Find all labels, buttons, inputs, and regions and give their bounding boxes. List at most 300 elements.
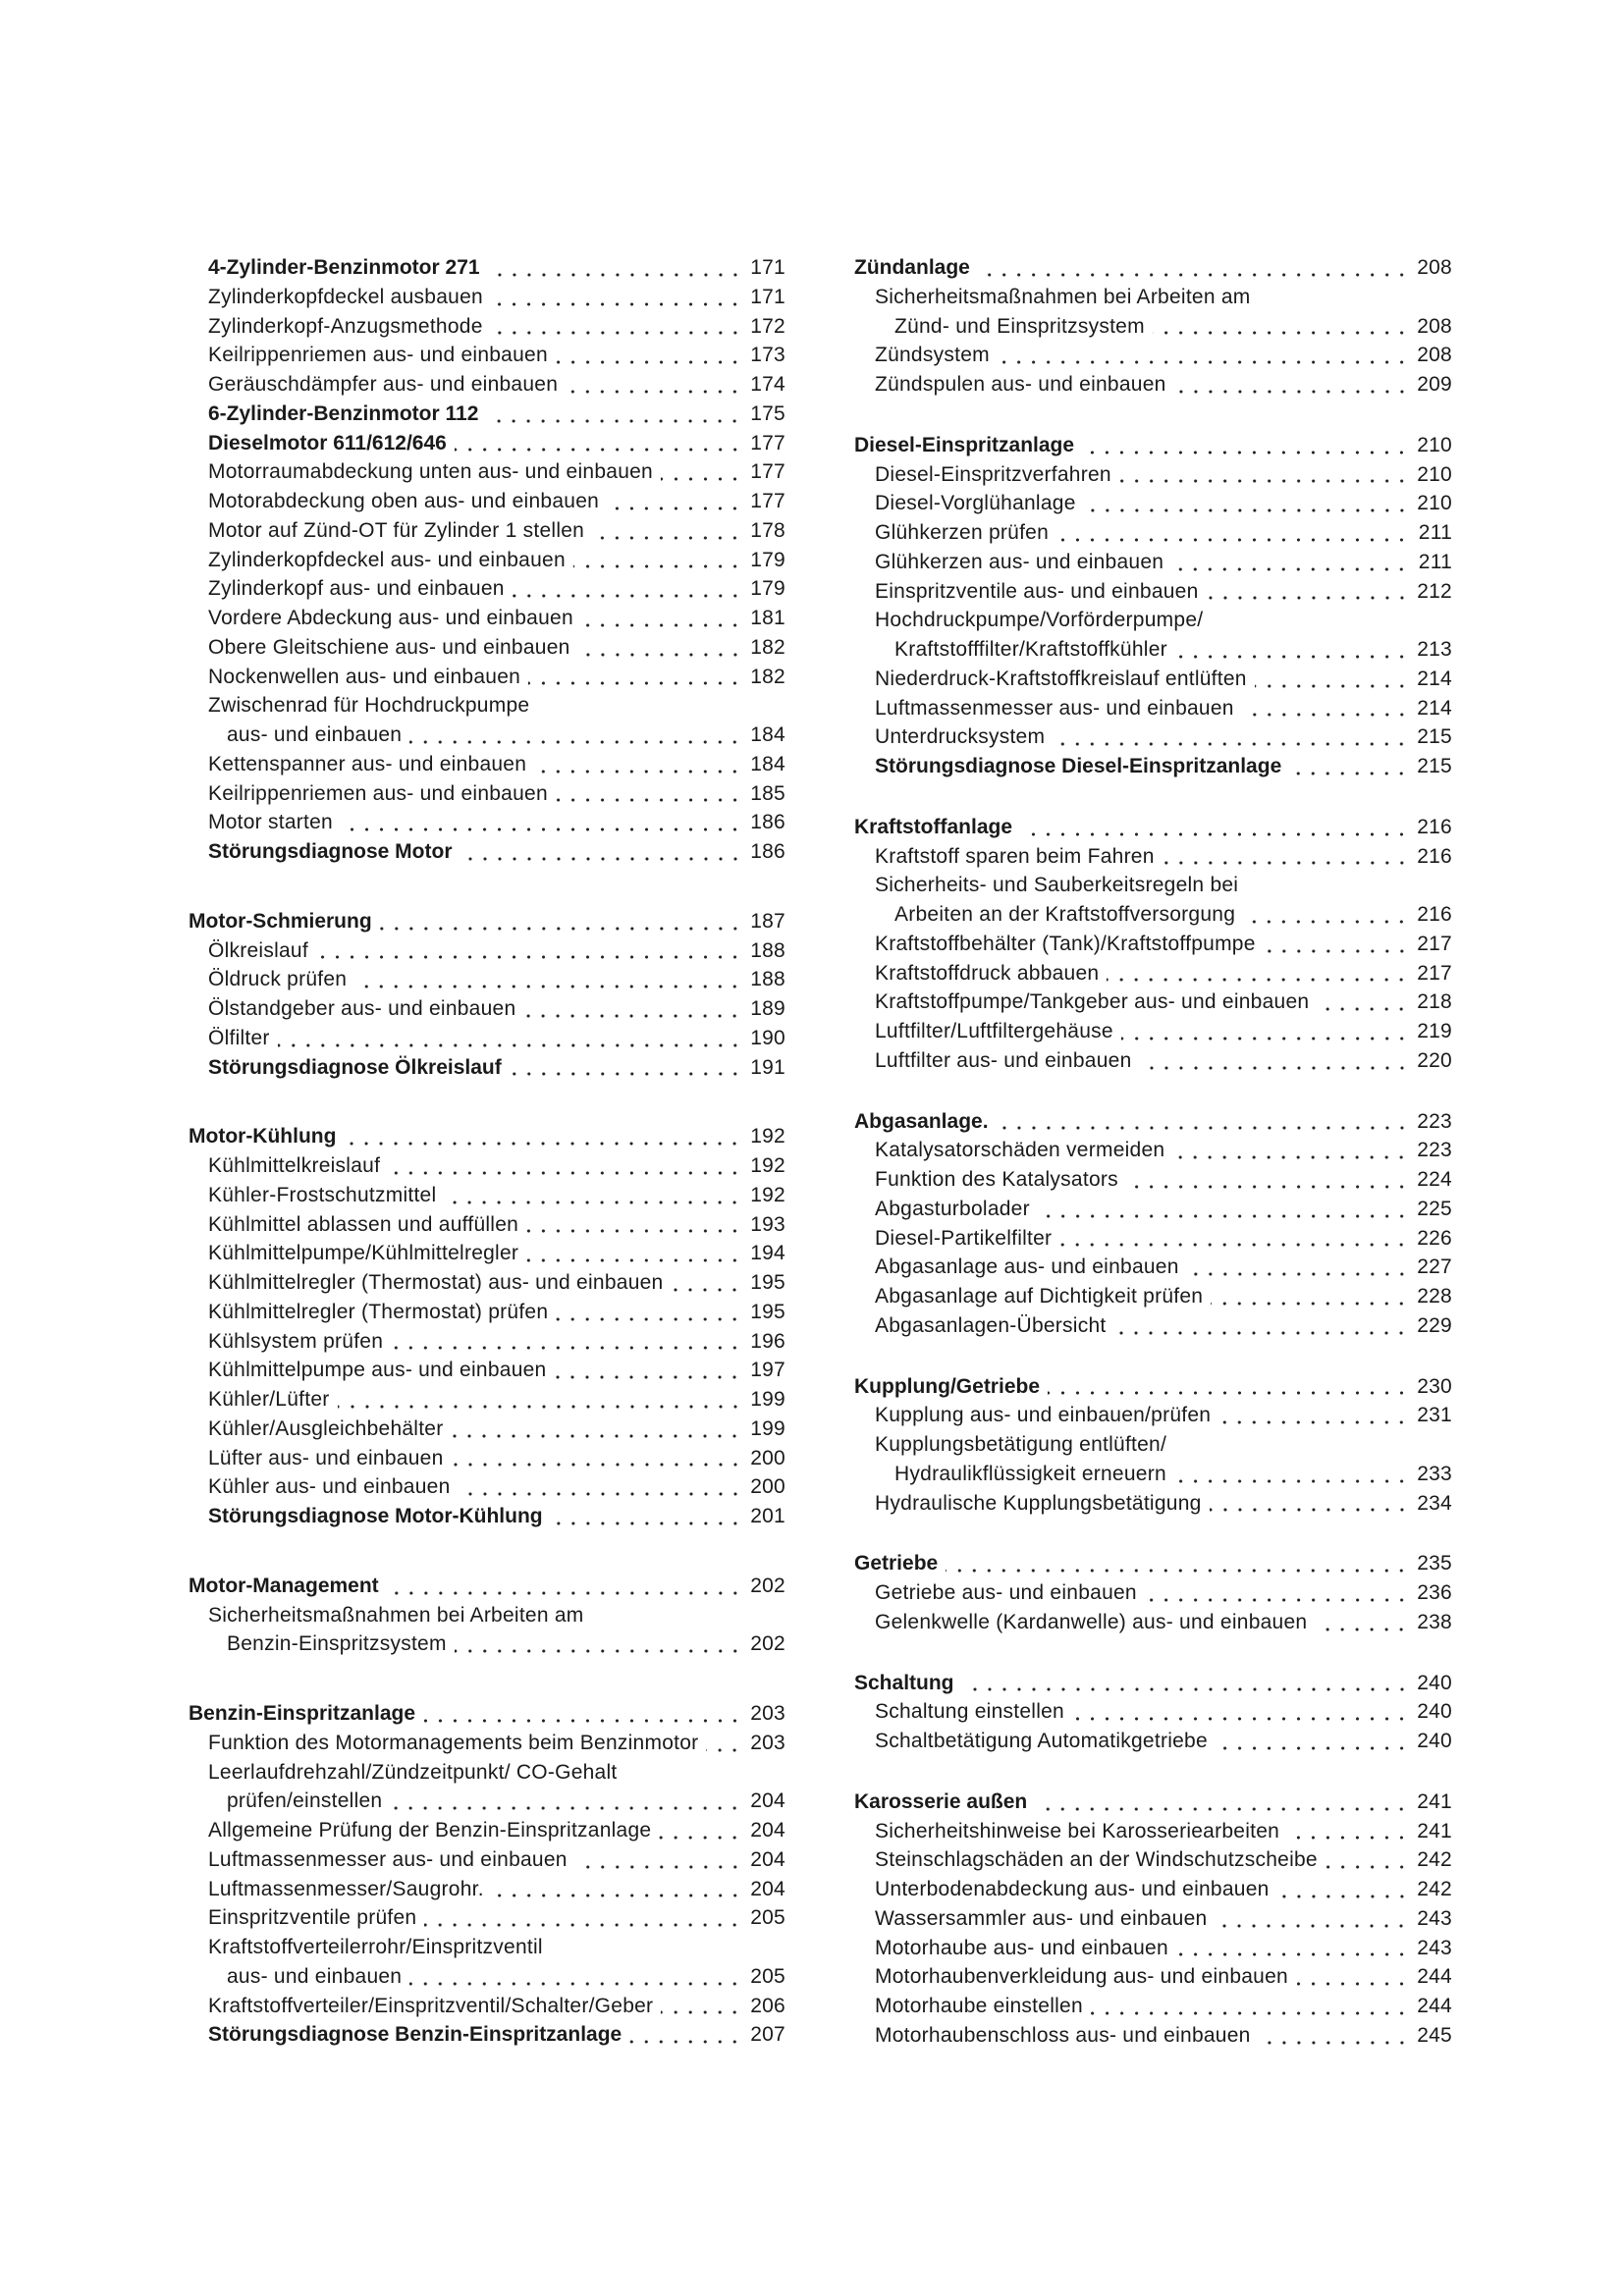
toc-heading[interactable]: [189, 1572, 785, 1601]
dot-leader: [491, 283, 742, 312]
dot-leader: [1211, 1282, 1409, 1311]
toc-entry[interactable]: [189, 1816, 785, 1845]
toc-section: [854, 431, 1452, 781]
toc-entry[interactable]: [854, 1165, 1452, 1195]
page-number: 173: [750, 344, 785, 367]
toc-heading[interactable]: [854, 1372, 1452, 1402]
toc-heading[interactable]: [854, 1669, 1452, 1698]
page-number: 175: [750, 401, 785, 425]
dot-leader: [1121, 1017, 1409, 1046]
toc-heading[interactable]: [854, 431, 1452, 460]
dot-leader: [388, 1151, 742, 1181]
toc-entry[interactable]: [189, 1962, 785, 1992]
toc-entry[interactable]: [189, 1181, 785, 1210]
toc-entry[interactable]: [189, 1415, 785, 1444]
toc-entry[interactable]: [854, 1727, 1452, 1756]
dot-leader: [1255, 665, 1409, 694]
entry-title: Hydraulikflüssigkeit erneuern: [894, 1462, 1166, 1485]
page-number: 203: [750, 1731, 785, 1754]
entry-title: Motorhaube aus- und einbauen: [875, 1936, 1168, 1959]
entry-title: aus- und einbauen: [227, 1964, 403, 1988]
toc-entry[interactable]: [189, 1151, 785, 1181]
page-number: 172: [750, 314, 785, 338]
toc-entry[interactable]: [854, 665, 1452, 694]
toc-entry[interactable]: [854, 930, 1452, 959]
toc-entry[interactable]: [189, 487, 785, 516]
dot-leader: [1296, 1962, 1409, 1992]
dot-leader: [659, 1816, 742, 1845]
dot-leader: [528, 663, 742, 692]
entry-title: Zylinderkopf-Anzugsmethode: [208, 314, 483, 338]
dot-leader: [455, 1629, 742, 1659]
toc-entry[interactable]: [854, 577, 1452, 607]
toc-entry[interactable]: [189, 1268, 785, 1298]
toc-section: [854, 1549, 1452, 1636]
toc-entry[interactable]: [189, 1601, 785, 1630]
entry-title: Hochdruckpumpe/Vorförderpumpe/: [875, 609, 1204, 632]
dot-leader: [1153, 312, 1409, 342]
page-number: 245: [1417, 2023, 1452, 2047]
page-number: 215: [1417, 725, 1452, 749]
toc-section: [189, 253, 785, 867]
toc-entry[interactable]: [189, 400, 785, 429]
entry-title: Unterbodenabdeckung aus- und einbauen: [875, 1878, 1270, 1900]
page-number: 240: [1417, 1671, 1452, 1694]
dot-leader: [1020, 813, 1409, 842]
toc-entry[interactable]: [189, 779, 785, 809]
toc-entry[interactable]: [854, 1608, 1452, 1637]
toc-entry[interactable]: [189, 936, 785, 966]
page-number: 223: [1417, 1109, 1452, 1133]
entry-title: Störungsdiagnose Motor-Kühlung: [208, 1505, 543, 1527]
toc-entry[interactable]: [189, 516, 785, 546]
dot-leader: [526, 1239, 742, 1268]
page-number: 187: [750, 909, 785, 933]
toc-entry[interactable]: [189, 1024, 785, 1053]
toc-heading[interactable]: [189, 1699, 785, 1729]
dot-leader: [573, 546, 742, 575]
entry-title: Kraftstoff sparen beim Fahren: [875, 844, 1155, 868]
page-number: 181: [750, 607, 785, 629]
toc-entry[interactable]: [854, 900, 1452, 930]
dot-leader: [455, 429, 742, 458]
entry-title: Gelenkwelle (Kardanwelle) aus- und einbauen: [875, 1610, 1308, 1633]
toc-entry[interactable]: [854, 1282, 1452, 1311]
toc-entry[interactable]: [189, 750, 785, 779]
entry-title: Motorhaube einstellen: [875, 1995, 1083, 2017]
page-number: 231: [1417, 1404, 1452, 1427]
toc-entry[interactable]: [189, 1444, 785, 1473]
dot-leader: [1264, 930, 1409, 959]
toc-entry[interactable]: [189, 1933, 785, 1962]
dot-leader: [1207, 577, 1409, 607]
page-number: 235: [1417, 1552, 1452, 1575]
dot-leader: [998, 341, 1409, 370]
page-number: 188: [750, 938, 785, 962]
page-number: 219: [1417, 1020, 1452, 1042]
toc-entry[interactable]: [854, 752, 1452, 781]
entry-title: Zwischenrad für Hochdruckpumpe: [208, 694, 530, 718]
toc-entry[interactable]: [189, 663, 785, 692]
toc-entry[interactable]: [189, 691, 785, 721]
toc-section: [854, 1669, 1452, 1756]
page-number: 218: [1417, 990, 1452, 1014]
page-number: 194: [750, 1242, 785, 1265]
page-number: 240: [1417, 1730, 1452, 1752]
dot-leader: [1172, 1136, 1409, 1165]
toc-entry[interactable]: [189, 1239, 785, 1268]
page-number: 215: [1417, 755, 1452, 777]
toc-entry[interactable]: [189, 1053, 785, 1083]
page-number: 203: [750, 1702, 785, 1725]
dot-leader: [556, 341, 742, 370]
toc-entry[interactable]: [189, 965, 785, 994]
page-number: 190: [750, 1026, 785, 1049]
entry-title: aus- und einbauen: [227, 723, 403, 746]
toc-entry[interactable]: [854, 341, 1452, 370]
page-number: 208: [1417, 314, 1452, 338]
toc-entry[interactable]: [854, 1578, 1452, 1608]
page-number: 184: [750, 723, 785, 746]
dot-leader: [1174, 370, 1409, 400]
page-number: 214: [1417, 696, 1452, 720]
toc-entry[interactable]: [854, 722, 1452, 752]
toc-entry[interactable]: [854, 842, 1452, 872]
toc-section: [854, 1788, 1452, 2051]
toc-entry[interactable]: [189, 808, 785, 837]
dot-leader: [390, 1787, 742, 1816]
page-number: 192: [750, 1154, 785, 1177]
dot-leader: [946, 1549, 1409, 1578]
page-number: 240: [1417, 1700, 1452, 1724]
toc-heading[interactable]: [854, 813, 1452, 842]
dot-leader: [492, 1875, 742, 1904]
page-number: 242: [1417, 1878, 1452, 1900]
dot-leader: [1119, 460, 1409, 490]
page-number: 223: [1417, 1139, 1452, 1162]
toc-entry[interactable]: [854, 1697, 1452, 1727]
toc-entry[interactable]: [189, 1629, 785, 1659]
entry-title: Leerlaufdrehzahl/Zündzeitpunkt/ CO-Gehalt: [208, 1760, 618, 1784]
toc-section: [854, 813, 1452, 1076]
toc-entry[interactable]: [854, 1904, 1452, 1934]
toc-entry[interactable]: [854, 1962, 1452, 1992]
page-number: 195: [750, 1271, 785, 1294]
entry-title: 4-Zylinder-Benzinmotor 271: [208, 256, 480, 279]
page-number: 188: [750, 968, 785, 991]
dot-leader: [1243, 900, 1409, 930]
page-number: 230: [1417, 1374, 1452, 1398]
entry-title: Zünd- und Einspritzsystem: [894, 314, 1145, 338]
page-number: 216: [1417, 903, 1452, 926]
dot-leader: [316, 936, 742, 966]
toc-section: [189, 1122, 785, 1531]
page-number: 236: [1417, 1581, 1452, 1604]
entry-title: Abgasanlage auf Dichtigkeit prüfen: [875, 1285, 1204, 1308]
toc-entry[interactable]: [189, 1472, 785, 1502]
toc-entry[interactable]: [854, 1934, 1452, 1963]
page-number: 174: [750, 373, 785, 396]
dot-leader: [1174, 1460, 1409, 1489]
entry-title: Schaltbetätigung Automatikgetriebe: [875, 1730, 1208, 1752]
dot-leader: [1215, 1904, 1409, 1934]
toc-entry[interactable]: [854, 1253, 1452, 1282]
entry-title: Motorhaubenverkleidung aus- und einbauen: [875, 1965, 1288, 1989]
toc-entry[interactable]: [189, 312, 785, 342]
entry-title: 6-Zylinder-Benzinmotor 112: [208, 401, 479, 425]
toc-entry[interactable]: [189, 633, 785, 663]
toc-entry[interactable]: [189, 1502, 785, 1531]
toc-heading[interactable]: [189, 1122, 785, 1151]
toc-entry[interactable]: [854, 2021, 1452, 2051]
dot-leader: [1048, 1372, 1409, 1402]
toc-section: [854, 1107, 1452, 1341]
dot-leader: [460, 837, 743, 867]
dot-leader: [387, 1572, 742, 1601]
toc-entry[interactable]: [189, 574, 785, 604]
entry-title: prüfen/einstellen: [227, 1789, 383, 1813]
toc-entry[interactable]: [854, 489, 1452, 518]
toc-entry[interactable]: [854, 1430, 1452, 1460]
entry-title: Motorraumabdeckung unten aus- und einbauen: [208, 460, 653, 484]
entry-title: Kraftstofffilter/Kraftstoffkühler: [894, 638, 1167, 661]
toc-entry[interactable]: [189, 2020, 785, 2050]
toc-entry[interactable]: [189, 1210, 785, 1240]
toc-heading[interactable]: [854, 1107, 1452, 1137]
page-number: 243: [1417, 1936, 1452, 1959]
entry-title: Diesel-Vorglühanlage: [875, 492, 1076, 515]
entry-title: Kühler/Ausgleichbehälter: [208, 1416, 444, 1440]
toc-entry[interactable]: [189, 1327, 785, 1357]
dot-leader: [526, 1210, 742, 1240]
dot-leader: [391, 1327, 742, 1357]
page-number: 213: [1417, 638, 1452, 661]
toc-entry[interactable]: [854, 1489, 1452, 1519]
dot-leader: [661, 1992, 742, 2021]
toc-entry[interactable]: [854, 1401, 1452, 1430]
entry-title: Katalysatorschäden vermeiden: [875, 1139, 1165, 1162]
toc-entry[interactable]: [854, 312, 1452, 342]
toc-entry[interactable]: [189, 1903, 785, 1933]
page-number: 207: [750, 2023, 785, 2047]
page-number: 200: [750, 1446, 785, 1469]
toc-entry[interactable]: [189, 1787, 785, 1816]
dot-leader: [1113, 1311, 1409, 1341]
entry-title: Getriebe: [854, 1552, 939, 1575]
page-number: 216: [1417, 844, 1452, 868]
entry-title: Ölfilter: [208, 1026, 270, 1049]
entry-title: Karosserie außen: [854, 1789, 1028, 1813]
toc-entry[interactable]: [854, 635, 1452, 665]
entry-title: Lüfter aus- und einbauen: [208, 1446, 444, 1469]
toc-entry[interactable]: [189, 721, 785, 750]
entry-title: Schaltung: [854, 1671, 954, 1694]
toc-section: [189, 1572, 785, 1659]
entry-title: Abgasanlage.: [854, 1109, 989, 1133]
dot-leader: [1259, 2021, 1409, 2051]
page-number: 199: [750, 1416, 785, 1440]
entry-title: Diesel-Partikelfilter: [875, 1226, 1053, 1250]
dot-leader: [409, 1962, 742, 1992]
toc-entry[interactable]: [189, 837, 785, 867]
entry-title: Unterdrucksystem: [875, 725, 1046, 749]
page-number: 243: [1417, 1906, 1452, 1930]
entry-title: Benzin-Einspritzsystem: [227, 1632, 447, 1656]
toc-entry[interactable]: [854, 283, 1452, 312]
dot-leader: [661, 457, 742, 487]
entry-title: Allgemeine Prüfung der Benzin-Einspritzanlage: [208, 1819, 652, 1842]
toc-entry[interactable]: [854, 518, 1452, 548]
page-number: 241: [1417, 1789, 1452, 1813]
page-number: 199: [750, 1388, 785, 1411]
toc-entry[interactable]: [854, 1017, 1452, 1046]
dot-leader: [671, 1268, 742, 1298]
dot-leader: [1218, 1401, 1409, 1430]
dot-leader: [607, 487, 742, 516]
dot-leader: [978, 253, 1409, 283]
entry-title: Kupplung aus- und einbauen/prüfen: [875, 1404, 1212, 1427]
page-number: 200: [750, 1475, 785, 1499]
toc-entry[interactable]: [189, 1845, 785, 1875]
entry-title: Motor auf Zünd-OT für Zylinder 1 stellen: [208, 518, 585, 542]
entry-title: Kühlmittelkreislauf: [208, 1154, 381, 1177]
toc-heading[interactable]: [189, 907, 785, 936]
dot-leader: [491, 312, 742, 342]
toc-entry[interactable]: [854, 1136, 1452, 1165]
page-number: 197: [750, 1359, 785, 1382]
toc-entry[interactable]: [854, 1817, 1452, 1846]
entry-title: Keilrippenriemen aus- und einbauen: [208, 781, 548, 805]
dot-leader: [962, 1669, 1409, 1698]
toc-entry[interactable]: [189, 429, 785, 458]
dot-leader: [1145, 1578, 1409, 1608]
dot-leader: [423, 1699, 742, 1729]
page-number: 224: [1417, 1168, 1452, 1191]
toc-entry[interactable]: [189, 1758, 785, 1788]
entry-title: Zündanlage: [854, 256, 970, 279]
toc-entry[interactable]: [854, 606, 1452, 635]
toc-entry[interactable]: [854, 548, 1452, 577]
entry-title: Zündspulen aus- und einbauen: [875, 373, 1166, 396]
entry-title: Kühlmittelpumpe/Kühlmittelregler: [208, 1242, 519, 1265]
dot-leader: [344, 1122, 742, 1151]
toc-entry[interactable]: [854, 988, 1452, 1017]
toc-entry[interactable]: [189, 341, 785, 370]
toc-entry[interactable]: [854, 1992, 1452, 2021]
toc-entry[interactable]: [189, 1875, 785, 1904]
dot-leader: [575, 1845, 742, 1875]
entry-title: Kühlsystem prüfen: [208, 1329, 384, 1353]
toc-entry[interactable]: [854, 694, 1452, 723]
toc-entry[interactable]: [854, 959, 1452, 988]
toc-entry[interactable]: [189, 457, 785, 487]
entry-title: Funktion des Motormanagements beim Benzinmotor: [208, 1731, 699, 1754]
toc-entry[interactable]: [854, 460, 1452, 490]
page-number: 244: [1417, 1965, 1452, 1989]
page-number: 211: [1418, 550, 1452, 573]
dot-leader: [1171, 548, 1409, 577]
toc-entry[interactable]: [189, 994, 785, 1024]
page-number: 233: [1417, 1462, 1452, 1485]
entry-title: Zylinderkopfdeckel aus- und einbauen: [208, 548, 566, 571]
toc-section: [189, 1699, 785, 2050]
dot-leader: [566, 370, 742, 400]
toc-heading[interactable]: [854, 1549, 1452, 1578]
entry-title: Abgasturbolader: [875, 1197, 1030, 1220]
toc-entry[interactable]: [854, 1460, 1452, 1489]
page-number: 171: [750, 285, 785, 308]
toc-entry[interactable]: [854, 1845, 1452, 1875]
page-number: 217: [1417, 961, 1452, 985]
dot-leader: [513, 574, 742, 604]
toc-entry[interactable]: [189, 1298, 785, 1327]
entry-title: Getriebe aus- und einbauen: [875, 1581, 1137, 1604]
dot-leader: [534, 750, 742, 779]
dot-leader: [1107, 959, 1409, 988]
dot-leader: [459, 1472, 742, 1502]
page-number: 216: [1417, 815, 1452, 838]
toc-entry[interactable]: [854, 370, 1452, 400]
dot-leader: [1175, 635, 1409, 665]
toc-entry[interactable]: [189, 1992, 785, 2021]
page-number: 227: [1417, 1255, 1452, 1279]
entry-title: Sicherheitshinweise bei Karosseriearbeiten: [875, 1819, 1280, 1842]
page-number: 177: [750, 460, 785, 484]
dot-leader: [1315, 1608, 1409, 1637]
entry-title: Luftmassenmesser/Saugrohr.: [208, 1877, 484, 1900]
toc-entry[interactable]: [854, 871, 1452, 900]
dot-leader: [278, 1024, 742, 1053]
toc-entry[interactable]: [189, 1356, 785, 1385]
toc-heading[interactable]: [854, 1788, 1452, 1817]
entry-title: Kraftstoffverteiler/Einspritzventil/Schalter/Geber: [208, 1994, 654, 2017]
entry-title: Geräuschdämpfer aus- und einbauen: [208, 373, 559, 396]
dot-leader: [1287, 1817, 1409, 1846]
entry-title: Störungsdiagnose Diesel-Einspritzanlage: [875, 755, 1282, 777]
toc-entry[interactable]: [854, 1311, 1452, 1341]
entry-title: Störungsdiagnose Motor: [208, 840, 453, 863]
entry-title: Luftfilter aus- und einbauen: [875, 1048, 1132, 1072]
dot-leader: [452, 1444, 742, 1473]
dot-leader: [1140, 1046, 1409, 1076]
toc-entry[interactable]: [189, 604, 785, 633]
entry-title: Abgasanlagen-Übersicht: [875, 1313, 1107, 1337]
page-number: 204: [750, 1847, 785, 1871]
entry-title: Kühler aus- und einbauen: [208, 1475, 451, 1499]
page-number: 241: [1417, 1819, 1452, 1842]
dot-leader: [486, 400, 742, 429]
page-number: 189: [750, 997, 785, 1020]
toc-entry[interactable]: [854, 1046, 1452, 1076]
toc-entry[interactable]: [189, 370, 785, 400]
page-number: 214: [1417, 667, 1452, 690]
entry-title: Motor-Kühlung: [189, 1125, 337, 1148]
toc-entry[interactable]: [189, 283, 785, 312]
toc-entry[interactable]: [189, 253, 785, 283]
toc-entry[interactable]: [189, 1385, 785, 1415]
toc-heading[interactable]: [854, 253, 1452, 283]
toc-entry[interactable]: [854, 1224, 1452, 1254]
dot-leader: [1035, 1788, 1409, 1817]
entry-title: Kühlmittel ablassen und auffüllen: [208, 1212, 519, 1236]
toc-entry[interactable]: [854, 1875, 1452, 1904]
dot-leader: [556, 1298, 742, 1327]
toc-entry[interactable]: [189, 546, 785, 575]
toc-entry[interactable]: [854, 1195, 1452, 1224]
page-number: 192: [750, 1125, 785, 1148]
toc-entry[interactable]: [189, 1729, 785, 1758]
entry-title: Kraftstoffanlage: [854, 815, 1013, 838]
